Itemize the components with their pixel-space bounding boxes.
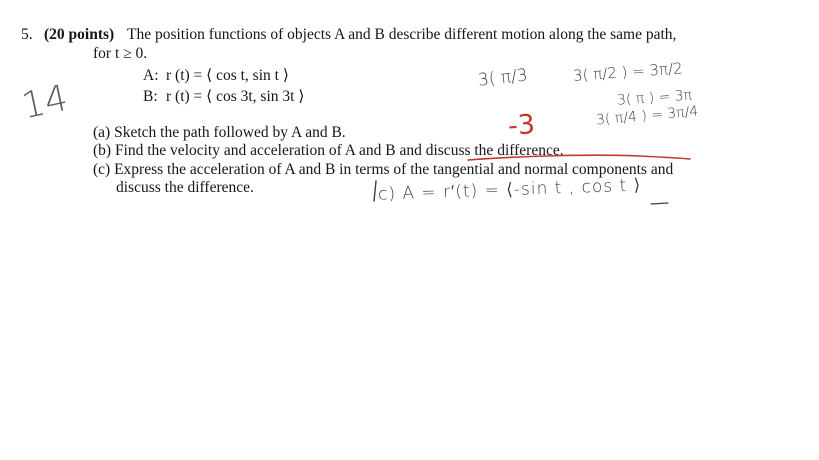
function-a-label: A: (143, 67, 159, 84)
function-b-label: B: (143, 88, 158, 105)
problem-statement: The position functions of objects A and B describe different motion along the same path, (127, 26, 677, 43)
problem-condition: for t ≥ 0. (93, 45, 148, 62)
handwritten-note-3: 3( π ) = 3π (616, 87, 693, 109)
part-c-line-2: discuss the difference. (116, 179, 254, 196)
handwritten-note-4: 3( π/4 ) = 3π/4 (595, 103, 699, 129)
part-a: (a) Sketch the path followed by A and B. (93, 124, 346, 141)
part-c-line-1: (c) Express the acceleration of A and B in terms of the tangential and normal components and (93, 161, 674, 178)
function-b: r (t) = ⟨ cos 3t, sin 3t ⟩ (166, 88, 305, 105)
problem-number: 5. (21, 26, 33, 43)
handwritten-score: 14 (18, 77, 72, 128)
function-a: r (t) = ⟨ cos t, sin t ⟩ (166, 67, 289, 84)
handwritten-deduction: -3 (506, 109, 536, 142)
handwritten-note-2: 3( π/2 ) = 3π/2 (572, 59, 684, 85)
answer-margin-mark (374, 181, 376, 201)
problem-points: (20 points) (44, 26, 115, 43)
answer-underline (651, 203, 668, 204)
handwritten-note-1: 3( π/3 (477, 65, 529, 91)
part-b: (b) Find the velocity and acceleration of A and B and discuss the difference. (93, 142, 564, 159)
handwritten-answer-c: c) A = r′(t) = ⟨-sin t , cos t ⟩ (377, 175, 642, 205)
